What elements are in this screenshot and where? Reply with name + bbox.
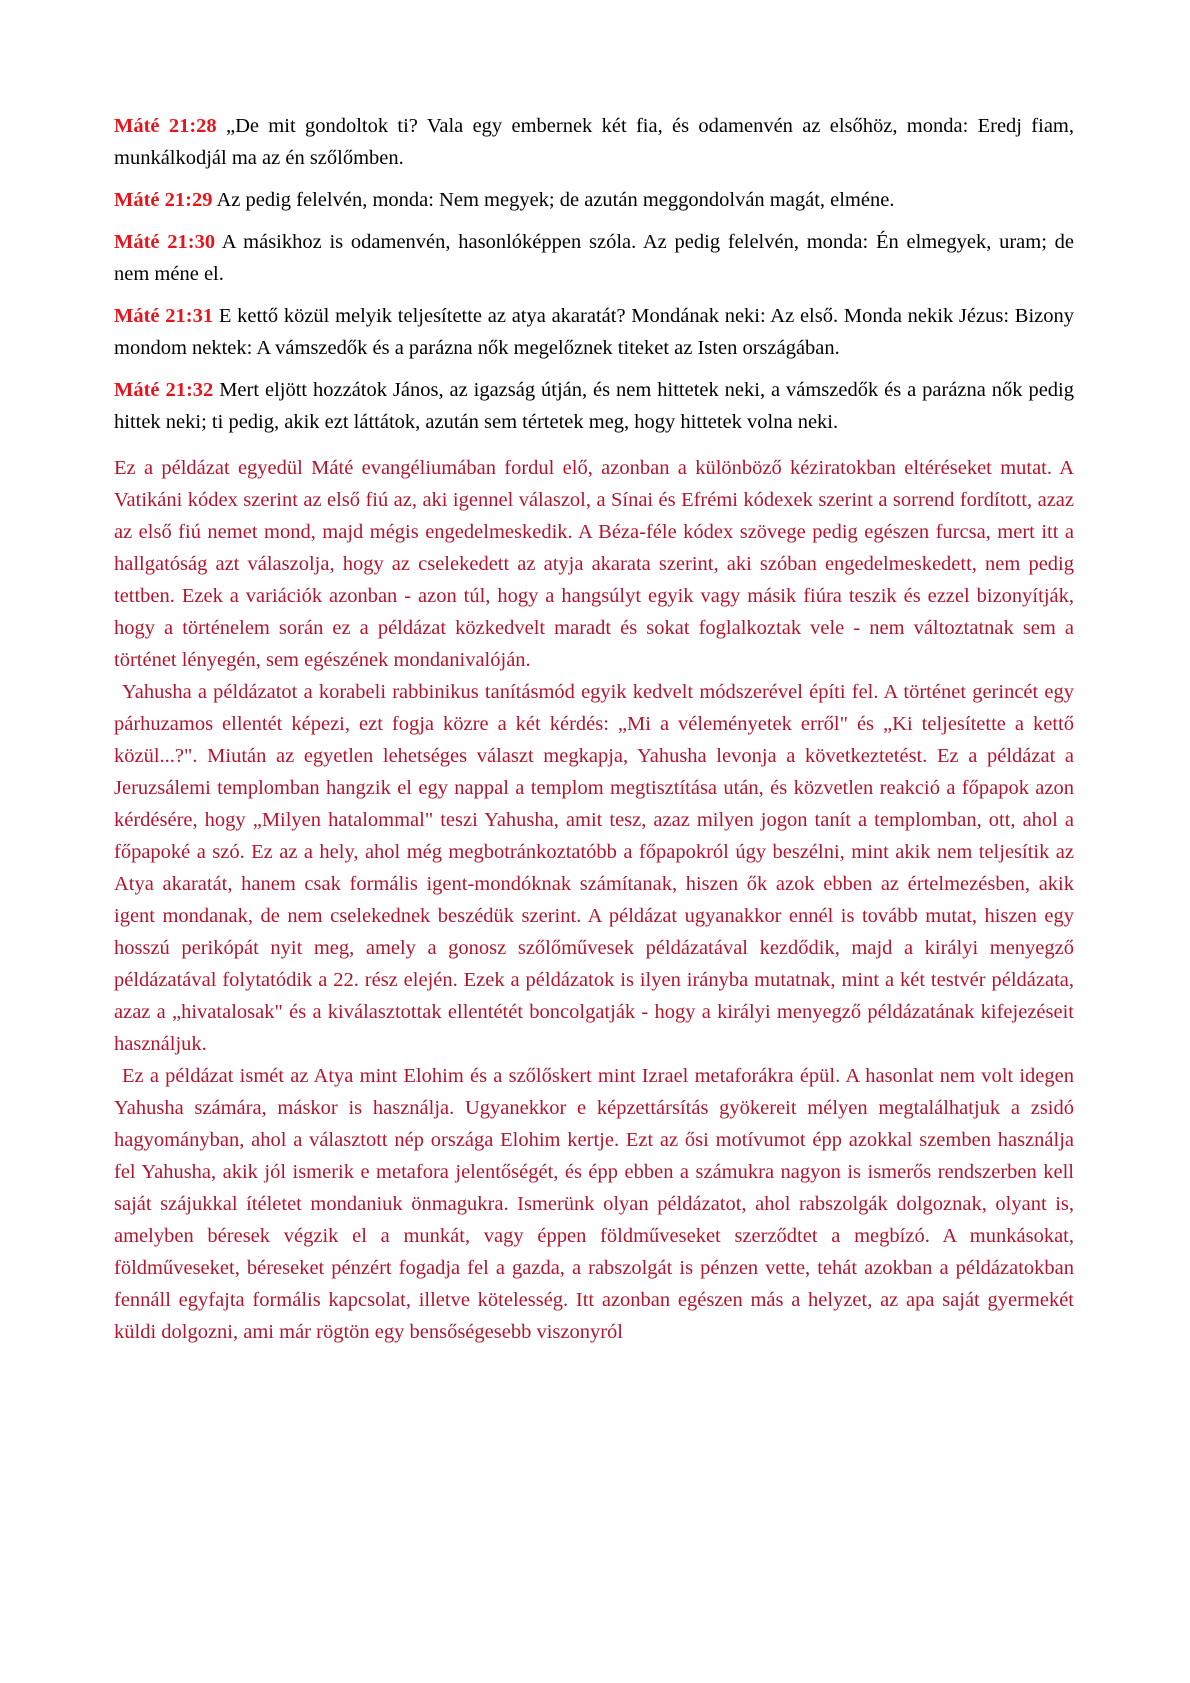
verse-reference: Máté 21:28 <box>114 115 217 137</box>
verse-text: A másikhoz is odamenvén, hasonlóképpen szóla. Az pedig felelvén, monda: Én elmegyek, uram; de nem méne el. <box>114 231 1074 285</box>
verse-reference: Máté 21:29 <box>114 189 213 211</box>
verse-paragraph <box>114 110 1074 174</box>
verse-reference: Máté 21:32 <box>114 379 214 401</box>
commentary-paragraph: Yahusha a példázatot a korabeli rabbinikus tanításmód egyik kedvelt módszerével építi fel. A történet gerincét egy párhuzamos ellentét képezi, ezt fogja közre a két kérdés: „Mi a véleményetek erről" és „Ki teljesítette a kettő közül...?". Miután az egyetlen lehetséges választ megkapja, Yahusha levonja a következtetést. Ez a példázat a Jeruzsálemi templomban hangzik el egy nappal a templom megtisztítása után, és közvetlen reakció a főpapok azon kérdésére, hogy „Milyen hatalommal" teszi Yahusha, amit tesz, azaz milyen jogon tanít a templomban, ott, ahol a főpapoké a szó. Ez az a hely, ahol még megbotránkoztatóbb a főpapokról úgy beszélni, mint akik nem teljesítik az Atya akaratát, hanem csak formális igent-mondóknak számítanak, hiszen ők azok ebben az értelmezésben, akik igent mondanak, de nem cselekednek beszédük szerint. A példázat ugyanakkor ennél is tovább mutat, hiszen egy hosszú perikópát nyit meg, amely a gonosz szőlőművesek példázatával kezdődik, majd a királyi menyegző példázatával folytatódik a 22. rész elején. Ezek a példázatok is ilyen irányba mutatnak, mint a két testvér példázata, azaz a „hivatalosak" és a kiválasztottak ellentétét boncolgatják - hogy a királyi menyegző példázatának kifejezéseit használjuk. <box>114 681 1074 1055</box>
verse-paragraph <box>114 226 1074 290</box>
verse-text: Mert eljött hozzátok János, az igazság útján, és nem hittetek neki, a vámszedők és a parázna nők pedig hittek neki; ti pedig, akik ezt láttátok, azután sem tértetek meg, hogy hittetek volna neki. <box>114 379 1075 433</box>
document-page <box>114 110 1074 1348</box>
verse-reference: Máté 21:31 <box>114 305 214 327</box>
commentary-paragraph: Ez a példázat egyedül Máté evangéliumában fordul elő, azonban a különböző kéziratokban eltéréseket mutat. A Vatikáni kódex szerint az első fiú az, aki igennel válaszol, a Sínai és Efrémi kódexek szerint a sorrend fordított, azaz az első fiú nemet mond, majd mégis engedelmeskedik. A Béza-féle kódex szövege pedig egészen furcsa, mert itt a hallgatóság azt válaszolja, hogy az cselekedett az atyja akarata szerint, aki szóban engedelmeskedett, nem pedig tettben. Ezek a variációk azonban - azon túl, hogy a hangsúlyt egyik vagy másik fiúra teszik és ezzel bizonyítják, hogy a történelem során ez a példázat közkedvelt maradt és sokat foglalkoztak vele - nem változtatnak sem a történet lényegén, sem egészének mondanivalóján. <box>114 457 1074 671</box>
verse-text: Az pedig felelvén, monda: Nem megyek; de azután meggondolván magát, elméne. <box>212 189 895 211</box>
verse-paragraph <box>114 184 1074 216</box>
commentary-paragraph: Ez a példázat ismét az Atya mint Elohim és a szőlőskert mint Izrael metaforákra épül. A hasonlat nem volt idegen Yahusha számára, máskor is használja. Ugyanekkor e képzettársítás gyökereit mélyen megtalálhatjuk a zsidó hagyományban, ahol a választott nép országa Elohim kertje. Ezt az ősi motívumot épp azokkal szemben használja fel Yahusha, akik jól ismerik e metafora jelentőségét, és épp ebben a számukra nagyon is ismerős rendszerben kell saját szájukkal ítéletet mondaniuk önmagukra. Ismerünk olyan példázatot, ahol rabszolgák dolgoznak, olyant is, amelyben béresek végzik el a munkát, vagy éppen földműveseket szerződtet a megbízó. A munkásokat, földműveseket, béreseket pénzért fogadja fel a gazda, a rabszolgát is pénzen vette, tehát azokban a példázatokban fennáll egyfajta formális kapcsolat, illetve kötelesség. Itt azonban egészen más a helyzet, az apa saját gyermekét küldi dolgozni, ami már rögtön egy bensőségesebb viszonyról <box>114 1065 1074 1343</box>
verse-text: „De mit gondoltok ti? Vala egy embernek két fia, és odamenvén az elsőhöz, monda: Eredj fiam, munkálkodjál ma az én szőlőmben. <box>114 115 1074 169</box>
verse-text: E kettő közül melyik teljesítette az atya akaratát? Mondának neki: Az első. Monda nekik Jézus: Bizony mondom nektek: A vámszedők és a parázna nők megelőznek titeket az Isten országában. <box>114 305 1074 359</box>
verse-reference: Máté 21:30 <box>114 231 216 253</box>
verse-paragraph <box>114 300 1074 364</box>
verse-paragraph <box>114 374 1074 438</box>
